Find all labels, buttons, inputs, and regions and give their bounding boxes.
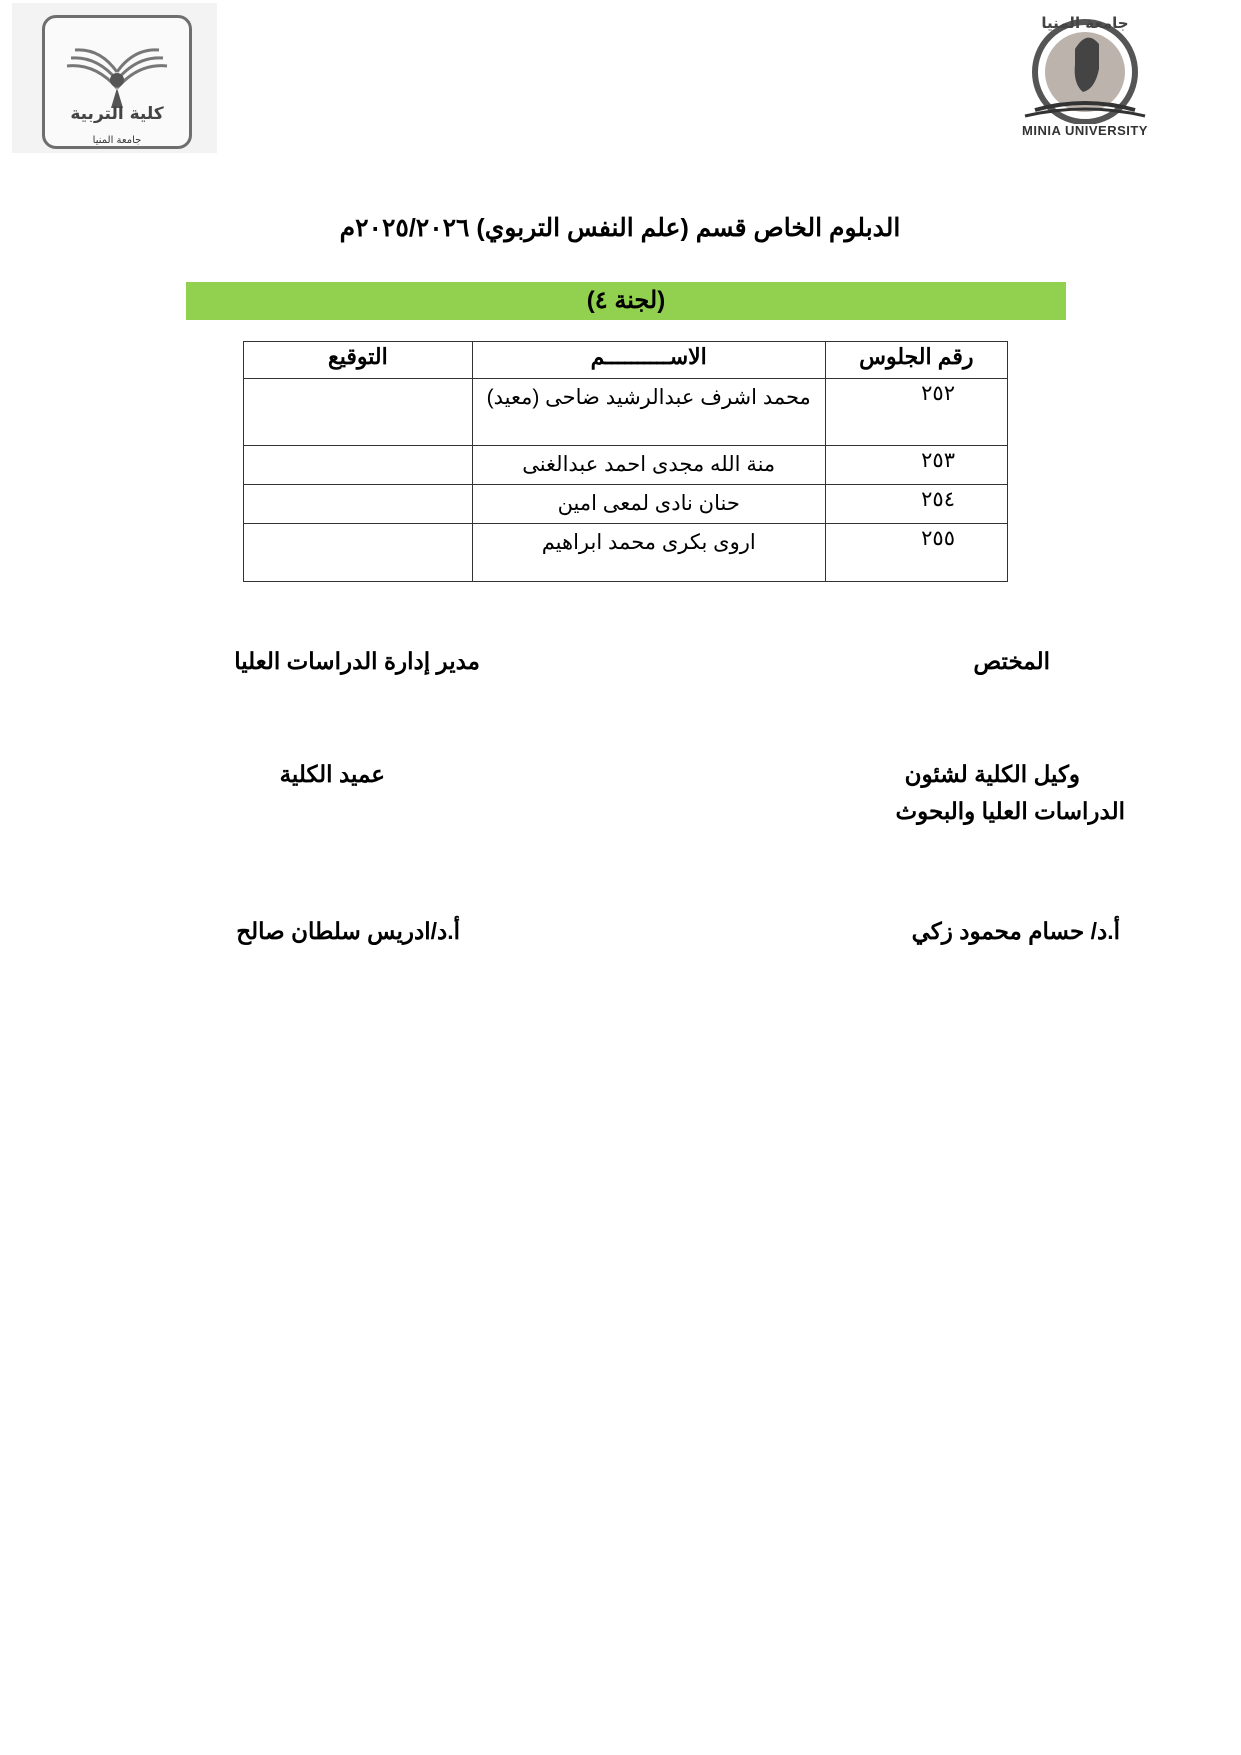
nefertiti-emblem-icon: [995, 14, 1175, 124]
faculty-logo-frame: [42, 15, 192, 149]
specialist-label: المختص: [973, 648, 1050, 674]
student-name: حنان نادى لمعى امين: [472, 485, 825, 524]
table-row: [244, 524, 1008, 582]
university-logo-arabic: جامعة المنيا: [1041, 14, 1129, 32]
university-logo-caption: MINIA UNIVERSITY: [1022, 123, 1148, 138]
table-row: [244, 446, 1008, 485]
student-name: محمد اشرف عبدالرشيد ضاحى (معيد): [472, 379, 825, 446]
faculty-logo: [12, 3, 217, 153]
header-name: الاســــــــــم: [472, 342, 825, 379]
student-name: اروى بكرى محمد ابراهيم: [472, 524, 825, 582]
students-table: [243, 341, 1008, 582]
seat-number: ٢٥٤: [825, 485, 1007, 524]
table-row: [244, 485, 1008, 524]
signature-cell: [244, 485, 473, 524]
open-book-icon: [45, 18, 189, 108]
grad-admin-director-label: مدير إدارة الدراسات العليا: [234, 648, 480, 674]
committee-banner: (لجنة ٤): [186, 282, 1066, 320]
table-header-row: [244, 342, 1008, 379]
faculty-logo-text: كلية التربية: [70, 104, 164, 124]
dean-name: أ.د/ادريس سلطان صالح: [236, 918, 460, 944]
header-signature: التوقيع: [244, 342, 473, 379]
vice-dean-label-line1: وكيل الكلية لشئون: [904, 761, 1080, 787]
student-name: منة الله مجدى احمد عبدالغنى: [472, 446, 825, 485]
seat-number: ٢٥٢: [825, 379, 1007, 446]
vice-dean-label-line2: الدراسات العليا والبحوث: [895, 798, 1125, 824]
document-title: الدبلوم الخاص قسم (علم النفس التربوي) ٢٠٢٥/٢٠٢٦م: [339, 214, 901, 242]
signature-cell: [244, 524, 473, 582]
header-seat-number: رقم الجلوس: [825, 342, 1007, 379]
signature-cell: [244, 446, 473, 485]
seat-number: ٢٥٥: [825, 524, 1007, 582]
signature-cell: [244, 379, 473, 446]
vice-dean-name: أ.د/ حسام محمود زكي: [911, 918, 1120, 944]
university-logo: [995, 14, 1175, 144]
dean-label: عميد الكلية: [279, 761, 385, 787]
faculty-logo-subtitle: جامعة المنيا: [92, 135, 142, 146]
seat-number: ٢٥٣: [825, 446, 1007, 485]
table-row: [244, 379, 1008, 446]
